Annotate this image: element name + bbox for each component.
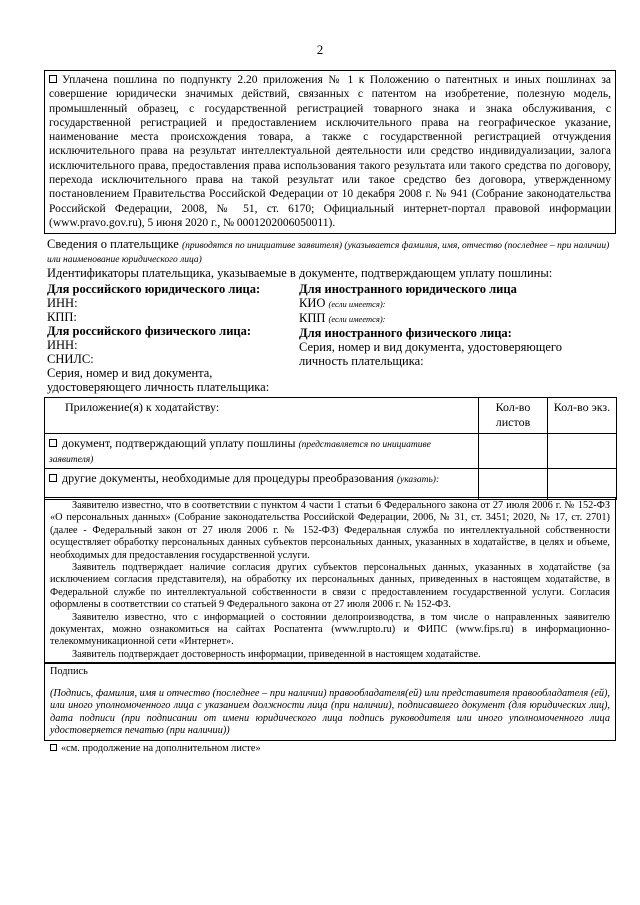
attachment-row <box>45 434 617 469</box>
ru-legal-title: Для российского юридического лица: <box>47 282 261 296</box>
personal-data-notice <box>44 497 616 663</box>
ru-person-inn: ИНН: <box>47 338 78 352</box>
attachment-row <box>45 469 617 500</box>
attachment-checkbox-payment[interactable] <box>49 439 57 447</box>
col-sheets-header: Кол-во листов <box>479 398 548 434</box>
continuation-label: «см. продолжение на дополнительном листе» <box>61 743 261 754</box>
attachment-row-label <box>45 469 479 500</box>
attachments-header: Приложение(я) к ходатайству: <box>45 398 479 434</box>
attachment-checkbox-other[interactable] <box>49 474 57 482</box>
kio-note: (если имеется): <box>328 299 386 309</box>
signature-section[interactable] <box>44 663 616 741</box>
col-copies-header: Кол-во экз. <box>548 398 617 434</box>
attachments-table <box>44 397 617 500</box>
payer-identifiers-label: Идентификаторы плательщика, указываемые в документе, подтверждающем уплату пошлины: <box>47 266 553 280</box>
foreign-person-document: Серия, номер и вид документа, удостоверяющего личность плательщика: <box>299 340 562 368</box>
continuation-checkbox[interactable] <box>50 744 57 751</box>
notice-paragraph-2: Заявитель подтверждает наличие согласия других субъектов персональных данных, указанных в ходатайстве (за исключением согласия представителя), на обработку их персональных данных, приведенных в настоящем ходатайстве, в Федеральной службе по интеллектуальной собственности в связи с предоставлением государственной услуги. Согласия оформлены в соответствии со статьей 9 Федерального закона от 27 июля 2006 г. № 152-ФЗ. <box>50 562 610 611</box>
notice-paragraph-3: Заявителю известно, что с информацией о состоянии делопроизводства, в том числе о направленных заявителю документах, можно ознакомиться на сайтах Роспатента (www.rupto.ru) и ФИПС (www.fips.ru) в информационно-телекоммуникационной сети «Интернет». <box>50 611 610 648</box>
foreign-legal-kpp <box>299 311 619 326</box>
ru-legal-kpp: КПП: <box>47 310 77 324</box>
payer-info-heading <box>47 238 617 266</box>
ru-legal-inn: ИНН: <box>47 296 78 310</box>
kpp2-note: (если имеется): <box>328 314 386 324</box>
ru-person-title: Для российского физического лица: <box>47 324 252 338</box>
payer-left-column <box>47 282 297 394</box>
fee-paid-checkbox[interactable] <box>49 75 57 83</box>
page-number: 2 <box>316 42 324 57</box>
signature-note: (Подпись, фамилия, имя и отчество (последнее – при наличии) правообладателя(ей) или представителя правообладателя (ей), или иного уполномоченного лица с указанием должности лица (при наличии), подписавшего документ (для юридических лиц), дата подписи (при подписании от имени юридического лица подпись руководителя или иного уполномоченного лица удостоверяется печатью (при наличии)) <box>50 687 610 737</box>
attachment-row-label <box>45 434 479 469</box>
attachment-other-copies[interactable] <box>548 469 617 500</box>
attachment-payment-sheets[interactable] <box>479 434 548 469</box>
payer-right-column <box>299 282 619 368</box>
foreign-legal-kio <box>299 296 619 311</box>
ru-person-snils: СНИЛС: <box>47 352 94 366</box>
attachment-other-label: другие документы, необходимые для процедуры преобразования <box>62 471 394 485</box>
payer-heading: Сведения о плательщике <box>47 237 179 251</box>
fee-paid-text <box>49 73 611 230</box>
attachment-payment-label: документ, подтверждающий уплату пошлины <box>62 436 296 450</box>
fee-paid-section <box>44 70 616 234</box>
ru-person-document: Серия, номер и вид документа, удостоверяющего личность плательщика: <box>47 366 270 394</box>
attachment-payment-note: (представляется по инициативе заявителя) <box>49 440 431 465</box>
foreign-legal-title: Для иностранного юридического лица <box>299 282 517 296</box>
notice-paragraph-1: Заявителю известно, что в соответствии с пунктом 4 части 1 статьи 6 Федерального закона от 27 июля 2006 г. № 152-ФЗ «О персональных данных» (Собрание законодательства Российской Федерации, 2006, № 31, ст. 3451; 2020, № 17, ст. 2701) (далее - Федеральный закон от 27 июля 2006 г. № 152-ФЗ) Федеральная служба по интеллектуальной собственности осуществляет обработку персональных данных субъектов персональных данных, указанных в ходатайстве, в целях и объеме, необходимых для предоставления государственной услуги. <box>50 500 610 561</box>
payer-heading-note: (приводятся по инициативе заявителя) (указывается фамилия, имя, отчество (последнее – при наличии) или наименование юридического лица) <box>47 241 610 265</box>
continuation-line <box>50 743 261 754</box>
signature-label: Подпись <box>50 666 88 677</box>
attachments-header-row <box>45 398 617 434</box>
attachment-other-sheets[interactable] <box>479 469 548 500</box>
kio-label: КИО <box>299 296 326 310</box>
notice-paragraph-4: Заявитель подтверждает достоверность информации, приведенной в настоящем ходатайстве. <box>72 648 481 660</box>
kpp2-label: КПП <box>299 311 326 325</box>
attachment-other-note: (указать): <box>396 475 440 485</box>
fee-paid-label: Уплачена пошлина по подпункту 2.20 приложения № 1 к Положению о патентных и иных пошлинах за совершение юридически значимых действий, связанных с патентом на изобретение, полезную модель, промышленный образец, с государственной регистрацией товарного знака и знака обслуживания, с государственной регистрацией и предоставлением исключительного права на географическое указание, наименование места происхождения товара, а также с государственной регистрацией отчуждения исключительного права на результат интеллектуальной деятельности или средство индивидуализации, залога исключительного права, предоставления права использования такого результата или такого средства по договору, перехода исключительного права на такой результат или такое средство без договора, утвержденному постановлением Правительства Российской Федерации от 10 декабря 2008 г. № 941 (Собрание законодательства Российской Федерации, 2008, № 51, ст. 6170; Официальный интернет-портал правовой информации (www.pravo.gov.ru), 5 июня 2020 г., № 0001202006050011). <box>49 74 611 229</box>
foreign-person-title: Для иностранного физического лица: <box>299 326 512 340</box>
attachment-payment-copies[interactable] <box>548 434 617 469</box>
